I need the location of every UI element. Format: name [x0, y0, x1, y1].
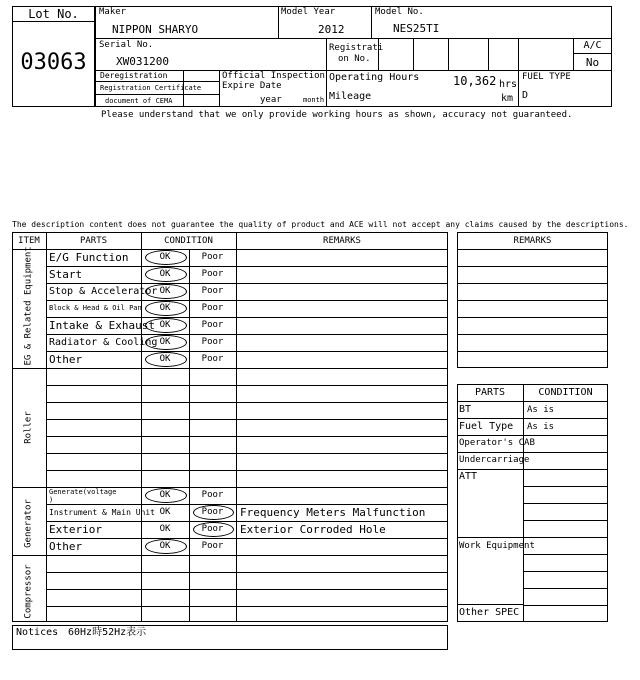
dereg-line-2	[95, 94, 219, 95]
poor-option: Poor	[201, 490, 224, 500]
model-no-value: NES25TI	[393, 22, 440, 35]
right-remarks-row-line	[457, 266, 608, 267]
ok-option: OK	[159, 524, 171, 534]
ok-selected-circle	[145, 267, 187, 282]
poor-option: Poor	[201, 337, 224, 347]
col-line-item	[46, 232, 47, 622]
right-condition-row-line	[523, 605, 608, 606]
poor-option: Poor	[201, 541, 224, 551]
lot-divider	[12, 21, 95, 22]
eg-part-label: Block & Head & Oil Pan	[49, 304, 142, 312]
gen-part-label: Generate(voltage	[49, 488, 117, 496]
poor-option: Poor	[201, 524, 224, 534]
model-no-label: Model No.	[375, 7, 424, 17]
right-part-label: ATT	[459, 471, 478, 482]
row-line	[46, 266, 448, 267]
month-label: month	[303, 96, 325, 104]
gen-remark: Frequency Meters Malfunction	[240, 506, 426, 519]
right-condition-row-line	[523, 537, 608, 538]
row-line	[46, 572, 448, 573]
ok-selected-circle	[145, 250, 187, 265]
row-line	[46, 538, 448, 539]
ok-option: OK	[159, 269, 171, 279]
ok-option: OK	[159, 320, 171, 330]
ok-selected-circle	[145, 284, 187, 299]
spec-row-line-1	[95, 38, 612, 39]
section-line	[12, 368, 448, 369]
right-remarks-row-line	[457, 300, 608, 301]
row-line	[46, 436, 448, 437]
row-line	[46, 317, 448, 318]
poor-option: Poor	[201, 320, 224, 330]
lot-label: Lot No.	[28, 7, 79, 21]
right-remarks-row-line	[457, 283, 608, 284]
col-remarks-header: REMARKS	[323, 236, 361, 246]
eg-section-label: EG & Related Equipment	[23, 246, 34, 366]
serial-label: Serial No.	[99, 40, 154, 50]
notices-value: 60Hz時52Hz表示	[68, 627, 147, 638]
row-line	[46, 419, 448, 420]
ok-option: OK	[159, 337, 171, 347]
row-line	[46, 453, 448, 454]
model-year-value: 2012	[318, 23, 345, 36]
eg-part-label: Other	[49, 353, 83, 366]
poor-option: Poor	[201, 507, 224, 517]
registration-label-2: on No.	[338, 54, 371, 64]
spec-vline-8	[518, 38, 519, 70]
right-part-label: Operator's CAB	[459, 438, 535, 448]
ok-selected-circle	[145, 352, 187, 367]
row-line	[46, 334, 448, 335]
row-line	[46, 385, 448, 386]
inspection-label: Official Inspection	[222, 71, 325, 81]
row-line	[46, 521, 448, 522]
right-parts-row-line	[457, 537, 523, 538]
inspection-label-2: Expire Date	[222, 81, 282, 91]
ok-selected-circle	[145, 539, 187, 554]
row-line	[46, 470, 448, 471]
description-disclaimer: The description content does not guarantee the quality of product and ACE will not accept any claims caused by the descriptions.	[12, 220, 629, 229]
km-label: km	[501, 93, 514, 104]
lot-number: 03063	[20, 50, 87, 75]
section-line	[12, 555, 448, 556]
year-label: year	[260, 95, 282, 105]
ok-selected-circle	[145, 318, 187, 333]
row-line	[46, 504, 448, 505]
deregistration-label: Deregistration	[100, 71, 168, 80]
spec-vline-6	[448, 38, 449, 70]
right-parts-row-line	[457, 401, 608, 402]
ok-option: OK	[159, 354, 171, 364]
mileage-label: Mileage	[329, 91, 372, 102]
right-condition-value: As is	[527, 405, 555, 415]
ok-option: OK	[159, 490, 171, 500]
right-part-label: BT	[459, 404, 472, 415]
hrs-label: hrs	[499, 79, 518, 90]
spec-vline-2	[371, 6, 372, 38]
eg-part-label: Radiator & Cooling	[49, 337, 158, 348]
col-item-header: ITEM	[18, 236, 40, 246]
operating-hours-label: Operating Hours	[329, 72, 420, 83]
notices-label: Notices	[16, 627, 59, 638]
right-part-label: Other SPEC	[459, 607, 520, 618]
hours-disclaimer: Please understand that we only provide working hours as shown, accuracy not guaranteed.	[101, 110, 573, 120]
operating-hours-value: 10,362	[453, 74, 497, 88]
compressor-section-label: Compressor	[23, 564, 34, 619]
ok-option: OK	[159, 252, 171, 262]
col-condition-header: CONDITION	[164, 236, 213, 246]
right-parts-row-line	[457, 452, 608, 453]
right-parts-header: PARTS	[474, 387, 506, 398]
right-remarks-header: REMARKS	[513, 236, 552, 246]
right-parts-row-line	[457, 469, 608, 470]
cema-label: document of CEMA	[105, 97, 173, 105]
right-remarks-row-line	[457, 249, 608, 250]
right-condition-row-line	[523, 503, 608, 504]
row-line	[46, 300, 448, 301]
model-year-label: Model Year	[281, 7, 336, 17]
ok-option: OK	[159, 286, 171, 296]
spec-vline-1	[278, 6, 279, 38]
spec-vline-12	[326, 70, 327, 107]
ok-option: OK	[159, 303, 171, 313]
row-line	[46, 283, 448, 284]
right-part-label: Fuel Type	[459, 421, 514, 432]
roller-section-label: Roller	[23, 411, 34, 444]
eg-part-label: Start	[49, 268, 83, 281]
maker-value: NIPPON SHARYO	[112, 23, 199, 36]
right-part-label: Work Equipment	[459, 541, 535, 551]
serial-value: XW031200	[116, 55, 169, 68]
poor-selected-circle	[193, 522, 234, 537]
eg-part-label: Stop & Accelerator	[49, 286, 158, 297]
row-line	[46, 402, 448, 403]
poor-option: Poor	[201, 303, 224, 313]
gen-part-label: Exterior	[49, 523, 102, 536]
row-line	[46, 606, 448, 607]
eg-part-label: E/G Function	[49, 251, 129, 264]
ok-selected-circle	[145, 301, 187, 316]
gen-remark: Exterior Corroded Hole	[240, 523, 386, 536]
poor-option: Poor	[201, 252, 224, 262]
ac-value: No	[585, 56, 600, 69]
ok-option: OK	[159, 507, 171, 517]
col-parts-header: PARTS	[79, 236, 108, 246]
registration-label: Registrati	[329, 43, 384, 53]
fuel-type-label: FUEL TYPE	[522, 72, 571, 82]
right-parts-row-line	[457, 435, 608, 436]
ac-divider	[573, 53, 612, 54]
reg-certificate-label: Registration Certificate	[100, 84, 202, 92]
gen-part-label: Other	[49, 540, 83, 553]
spec-vline-11	[219, 70, 220, 107]
eg-part-label: Intake & Exhaust	[49, 319, 155, 332]
row-line	[46, 351, 448, 352]
section-line	[12, 249, 448, 250]
poor-selected-circle	[193, 505, 234, 520]
ok-selected-circle	[145, 335, 187, 350]
ac-label: A/C	[583, 40, 602, 51]
right-condition-row-line	[523, 486, 608, 487]
maker-label: Maker	[99, 7, 127, 17]
ok-selected-circle	[145, 488, 187, 503]
right-condition-row-line	[523, 520, 608, 521]
right-remarks-row-line	[457, 351, 608, 352]
right-parts-row-line	[457, 604, 523, 605]
gen-part-label-2: )	[49, 496, 54, 504]
right-remarks-row-line	[457, 317, 608, 318]
poor-option: Poor	[201, 286, 224, 296]
right-condition-value: As is	[527, 422, 555, 432]
dereg-line-1	[95, 81, 219, 82]
spec-vline-5	[413, 38, 414, 70]
gen-part-label: Instrument & Main Unit	[49, 508, 155, 517]
generator-section-label: Generator	[23, 499, 34, 548]
row-line	[46, 589, 448, 590]
poor-option: Poor	[201, 354, 224, 364]
ok-option: OK	[159, 541, 171, 551]
fuel-type-value: D	[522, 90, 529, 101]
right-condition-header: CONDITION	[538, 387, 593, 398]
spec-vline-3	[326, 38, 327, 70]
right-condition-row-line	[523, 588, 608, 589]
spec-vline-7	[488, 38, 489, 70]
spec-row-line-2	[95, 70, 612, 71]
spec-vline-13	[518, 70, 519, 107]
right-remarks-row-line	[457, 334, 608, 335]
poor-option: Poor	[201, 269, 224, 279]
right-part-label: Undercarriage	[459, 455, 530, 465]
right-condition-row-line	[523, 554, 608, 555]
right-condition-row-line	[523, 571, 608, 572]
right-parts-row-line	[457, 418, 608, 419]
col-line-condition	[236, 232, 237, 622]
